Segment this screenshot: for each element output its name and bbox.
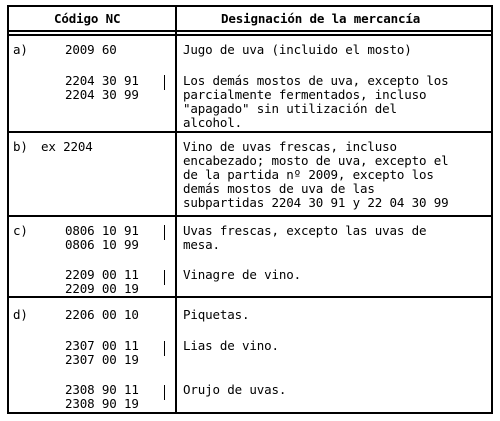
nc-code: 2308 90 19 [65,396,139,411]
nc-code: 2307 00 11 [65,338,139,353]
designation-line: mesa. [183,237,220,252]
row-separator-b-c [7,215,491,217]
nc-code: 2204 30 91 [65,73,139,88]
nc-code: 2206 00 10 [65,307,139,322]
column-divider [175,5,177,412]
nc-code: 2209 00 11 [65,267,139,282]
header-double-rule-bottom [7,34,491,36]
nc-code: 2009 60 [65,42,117,57]
header-codes-column: Código NC [54,11,121,26]
nc-code: 2308 90 11 [65,382,139,397]
nc-code: ex 2204 [41,139,93,154]
nc-code: 0806 10 91 [65,223,139,238]
row-separator-a-b [7,131,491,133]
designation-line: Lias de vino. [183,338,279,353]
designation-line: alcohol. [183,115,243,130]
row-letter: c) [13,223,28,238]
header-designation-column: Designación de la mercancía [221,11,421,26]
designation-line: Piquetas. [183,307,250,322]
nc-code: 0806 10 99 [65,237,139,252]
designation-line: Los demás mostos de uva, excepto los [183,73,449,88]
designation-line: subpartidas 2204 30 91 y 22 04 30 99 [183,195,449,210]
bracket-mark [164,270,165,285]
designation-line: Vinagre de vino. [183,267,302,282]
nc-code: 2204 30 99 [65,87,139,102]
designation-line: Jugo de uva (incluido el mosto) [183,42,412,57]
row-separator-c-d [7,296,491,298]
designation-line: encabezado; mosto de uva, excepto el [183,153,449,168]
header-double-rule-top [7,30,491,32]
bracket-mark [164,225,165,240]
designation-line: demás mostos de uva de las [183,181,375,196]
tariff-table-document [7,5,493,414]
bracket-mark [164,341,165,356]
designation-line: Orujo de uvas. [183,382,287,397]
designation-line: parcialmente fermentados, incluso [183,87,427,102]
designation-line: "apagado" sin utilización del [183,101,397,116]
nc-code: 2307 00 19 [65,352,139,367]
row-letter: a) [13,42,28,57]
bracket-mark [164,385,165,400]
designation-line: Vino de uvas frescas, incluso [183,139,397,154]
row-letter: d) [13,307,28,322]
designation-line: Uvas frescas, excepto las uvas de [183,223,427,238]
bracket-mark [164,75,165,90]
row-letter: b) [13,139,28,154]
designation-line: de la partida nº 2009, excepto los [183,167,434,182]
nc-code: 2209 00 19 [65,281,139,296]
